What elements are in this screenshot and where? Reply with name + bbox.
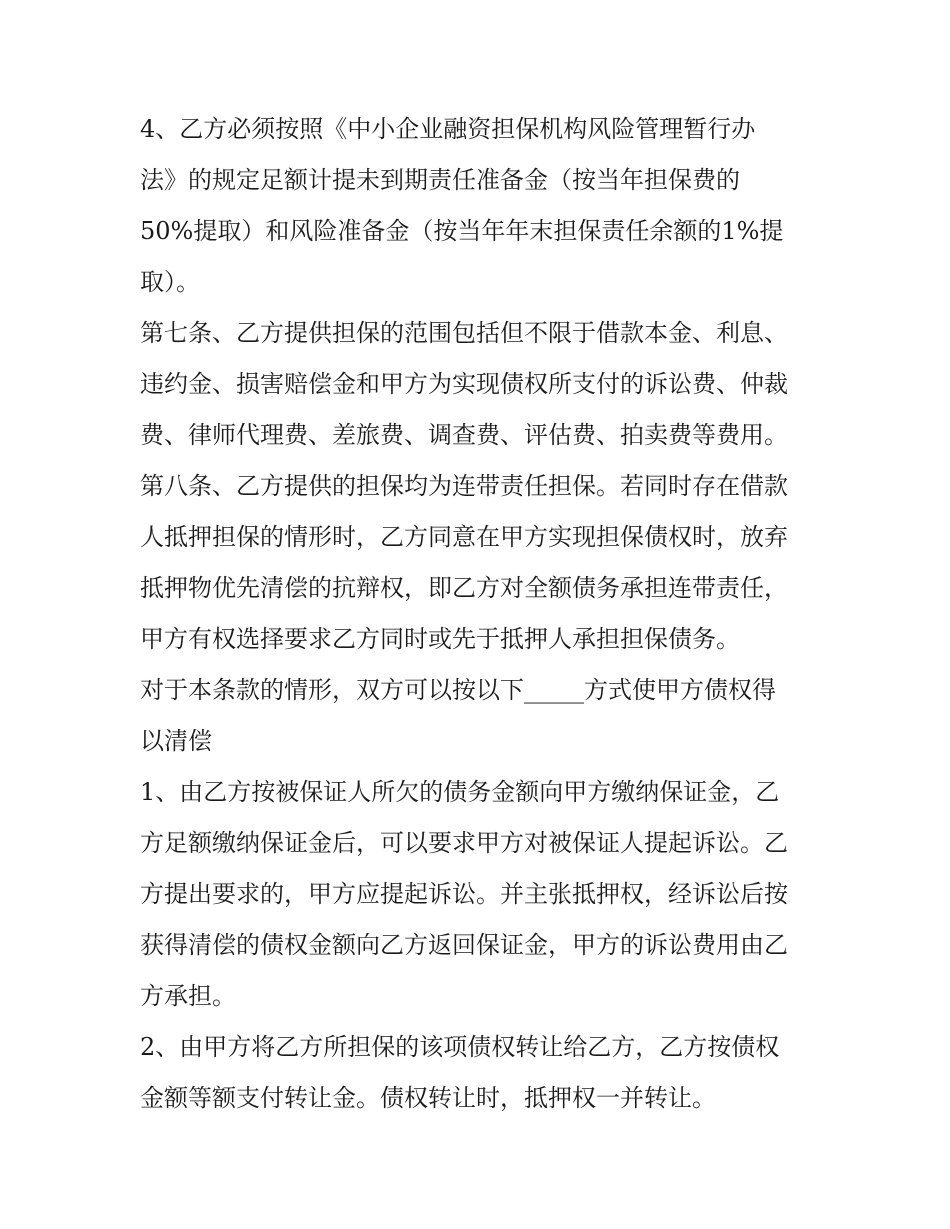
document-body	[140, 104, 820, 1124]
text-line: 违约金、损害赔偿金和甲方为实现债权所支付的诉讼费、仲裁	[140, 370, 788, 398]
paragraph-option-2	[140, 1022, 820, 1124]
text-line: 对于本条款的情形，双方可以按以下_____方式使甲方债权得	[140, 676, 776, 704]
text-line: 法》的规定足额计提未到期责任准备金（按当年担保费的	[140, 166, 740, 194]
text-line: 1、由乙方按被保证人所欠的债务金额向甲方缴纳保证金，乙	[140, 778, 780, 806]
text-line: 方足额缴纳保证金后，可以要求甲方对被保证人提起诉讼。乙	[140, 829, 788, 857]
text-line: 金额等额支付转让金。债权转让时，抵押权一并转让。	[140, 1084, 716, 1112]
text-line: 获得清偿的债权金额向乙方返回保证金，甲方的诉讼费用由乙	[140, 931, 788, 959]
text-line: 第七条、乙方提供担保的范围包括但不限于借款本金、利息、	[140, 319, 788, 347]
paragraph-reserve-fund	[140, 104, 820, 308]
text-line: 费、律师代理费、差旅费、调查费、评估费、拍卖费等费用。	[140, 421, 788, 449]
text-line: 以清偿	[140, 727, 212, 755]
paragraph-article-8	[140, 461, 820, 665]
text-line: 取）。	[140, 268, 200, 296]
paragraph-settlement-method	[140, 665, 820, 767]
text-line: 4、乙方必须按照《中小企业融资担保机构风险管理暂行办	[140, 115, 756, 143]
text-line: 50%提取）和风险准备金（按当年年末担保责任余额的1%提	[140, 217, 784, 245]
text-line: 2、由甲方将乙方所担保的该项债权转让给乙方，乙方按债权	[140, 1033, 780, 1061]
text-line: 抵押物优先清偿的抗辩权，即乙方对全额债务承担连带责任，	[140, 574, 788, 602]
text-line: 甲方有权选择要求乙方同时或先于抵押人承担担保债务。	[140, 625, 740, 653]
paragraph-article-7	[140, 308, 820, 461]
text-line: 人抵押担保的情形时，乙方同意在甲方实现担保债权时，放弃	[140, 523, 788, 551]
text-line: 第八条、乙方提供的担保均为连带责任担保。若同时存在借款	[140, 472, 788, 500]
paragraph-option-1	[140, 767, 820, 1022]
text-line: 方承担。	[140, 982, 236, 1010]
text-line: 方提出要求的，甲方应提起诉讼。并主张抵押权，经诉讼后按	[140, 880, 788, 908]
